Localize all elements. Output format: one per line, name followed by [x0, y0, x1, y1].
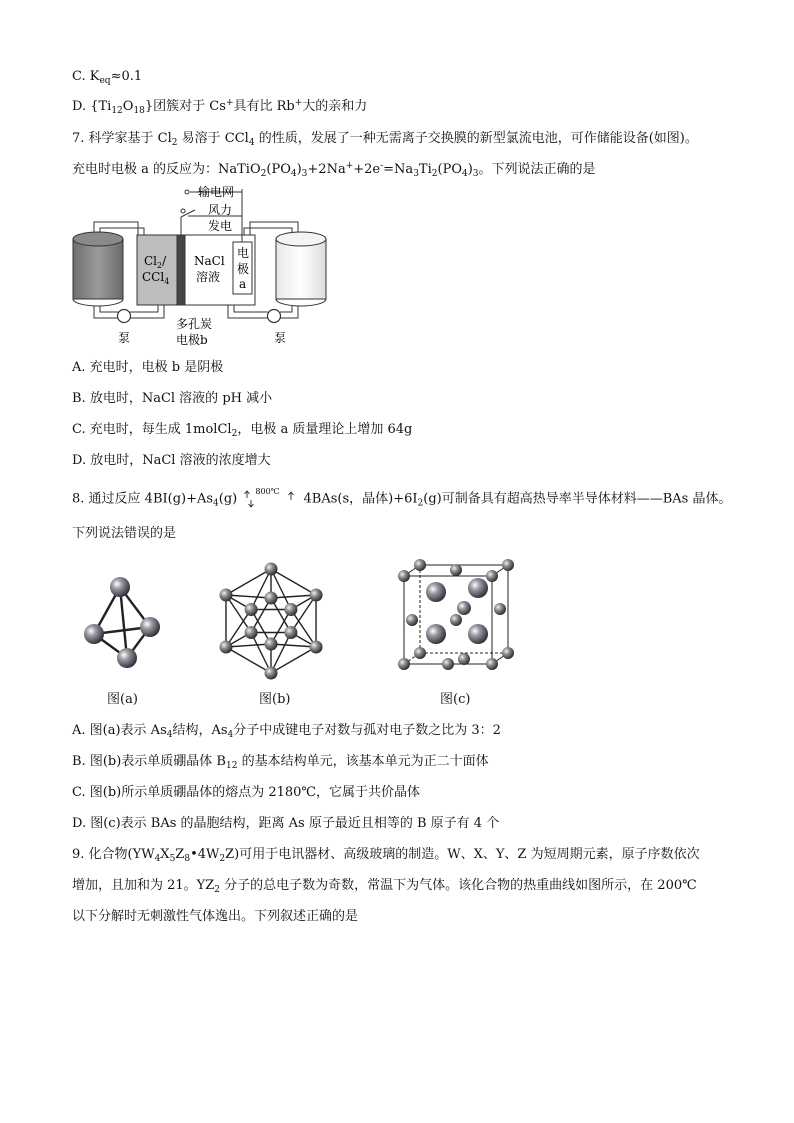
label-electrode-1: 电 — [237, 246, 250, 260]
label-electrode-3: a — [239, 277, 247, 291]
pump-left-icon — [118, 310, 131, 323]
label-porous-2: 电极b — [176, 333, 208, 347]
q7-option-c: C. 充电时，每生成 1molCl$_2$，电极 a 质量理论上增加 64g — [72, 422, 413, 439]
q8-option-a: A. 图(a)表示 $As_4$结构，$As_4$分子中成键电子对数与孤对电子数之比为 3：2 — [72, 723, 501, 740]
b-atom — [398, 658, 410, 670]
label-nacl: NaCl — [194, 254, 225, 268]
b-atom — [414, 559, 426, 571]
label-porous-1: 多孔炭 — [176, 317, 213, 331]
boron-atom — [265, 563, 278, 576]
boron-atom — [284, 603, 297, 616]
bond-line — [271, 644, 316, 647]
label-wind-1: 风力 — [208, 203, 233, 217]
caption-figure-a: 图(a) — [107, 692, 138, 707]
b-atom — [450, 564, 462, 576]
reaction-condition: 800℃ — [255, 487, 280, 496]
boron-atom — [265, 638, 278, 651]
q8-option-d: D. 图(c)表示 BAs 的晶胞结构，距离 As 原子最近且相等的 B 原子有 4 个 — [72, 816, 500, 831]
q7-option-a: A. 充电时，电极 b 是阴极 — [72, 360, 224, 375]
bond-line — [226, 644, 271, 647]
label-pump-right: 泵 — [274, 331, 287, 345]
label-wind-2: 发电 — [208, 219, 233, 233]
label-electrode-2: 极 — [237, 262, 250, 276]
b-atom — [502, 647, 514, 659]
label-cl2: $Cl_2/$ — [144, 254, 167, 270]
q7-stem-line2: 充电时电极 a 的反应为：$NaTiO_2(PO_4)_3+2Na^++2e^-=Na_3Ti_2(PO_4)_3$。下列说法正确的是 — [72, 161, 596, 179]
q7-option-b: B. 放电时，NaCl 溶液的 pH 减小 — [72, 391, 273, 406]
boron-atom — [219, 641, 232, 654]
label-grid: 输电网 — [198, 185, 235, 199]
right-tank — [276, 232, 326, 306]
caption-figure-b: 图(b) — [259, 692, 291, 707]
b-atom — [494, 603, 506, 615]
pump-right-icon — [268, 310, 281, 323]
q9-stem-line3: 以下分解时无刺激性气体逸出。下列叙述正确的是 — [72, 909, 359, 924]
as-atom — [426, 624, 446, 644]
q8-option-c: C. 图(b)所示单质硼晶体的熔点为 2180℃，它属于共价晶体 — [72, 785, 420, 800]
terminal-wind-icon — [181, 209, 185, 213]
boron-atom — [219, 589, 232, 602]
boron-atom — [310, 641, 323, 654]
chlorine-flow-battery-diagram — [66, 185, 346, 350]
as-atom — [468, 624, 488, 644]
caption-figure-c: 图(c) — [440, 692, 471, 707]
boron-atom — [310, 589, 323, 602]
q8-option-b: B. 图(b)表示单质硼晶体 $B_{12}$ 的基本结构单元，该基本单元为正二十面体 — [72, 754, 489, 771]
b-atom — [442, 658, 454, 670]
figure-a-as4-tetrahedron — [72, 570, 168, 680]
as-atom — [468, 578, 488, 598]
option-d-cluster: D. $\{Ti_{12}O_{18}\}$团簇对于 Cs+具有比 Rb+大的亲和力 — [72, 98, 368, 116]
b-atom — [398, 570, 410, 582]
porous-carbon-electrode-b — [177, 235, 185, 305]
option-c-keq: C. $K_{eq}\approx 0.1$ — [72, 69, 143, 86]
left-tank — [73, 232, 123, 306]
as-atom — [457, 601, 471, 615]
terminal-grid-icon — [185, 190, 189, 194]
q8-stem-line2: 下列说法错误的是 — [72, 526, 177, 541]
boron-atom — [245, 626, 258, 639]
b-atom — [458, 653, 470, 665]
label-pump-left: 泵 — [118, 331, 131, 345]
boron-atom — [284, 626, 297, 639]
q9-stem-line1: 9. 化合物$(YW_4X_5Z_8•4W_2Z)$可用于电讯器材、高级玻璃的制造。W、X、Y、Z 为短周期元素，原子序数依次 — [72, 847, 700, 864]
q7-option-d: D. 放电时，NaCl 溶液的浓度增大 — [72, 453, 271, 468]
figure-c-bas-unit-cell — [392, 558, 516, 680]
boron-atom — [265, 592, 278, 605]
b-atom — [486, 658, 498, 670]
boron-atom — [245, 603, 258, 616]
boron-atom — [265, 667, 278, 680]
label-solution: 溶液 — [196, 270, 221, 284]
q9-stem-line2: 增加，且加和为 21。$YZ_2$ 分子的总电子数为奇数，常温下为气体。该化合物的热重曲线如图所示，在 200℃ — [72, 878, 697, 895]
label-ccl4: CCl$_4$ — [142, 270, 170, 286]
b-atom — [450, 614, 462, 626]
q7-stem-line1: 7. 科学家基于 $Cl_2$ 易溶于 CCl$_4$ 的性质，发展了一种无需离子交换膜的新型氯流电池，可作储能设备(如图)。 — [72, 131, 698, 148]
b-atom — [406, 614, 418, 626]
bond-line — [226, 595, 271, 598]
b-atom — [502, 559, 514, 571]
b-atom — [414, 647, 426, 659]
reversible-arrow-icon — [241, 487, 299, 508]
figure-b-b12-icosahedron — [210, 560, 332, 682]
q8-stem-line1: 8. 通过反应 $4BI(g)+As_4(g)$ 800℃ 4BAs(s，晶体)$+6I_2(g)$可制备具有超高热导率半导体材料——BAs 晶体。 — [72, 490, 731, 509]
b-atom — [486, 570, 498, 582]
bond-line — [271, 595, 316, 598]
as-atom — [426, 582, 446, 602]
